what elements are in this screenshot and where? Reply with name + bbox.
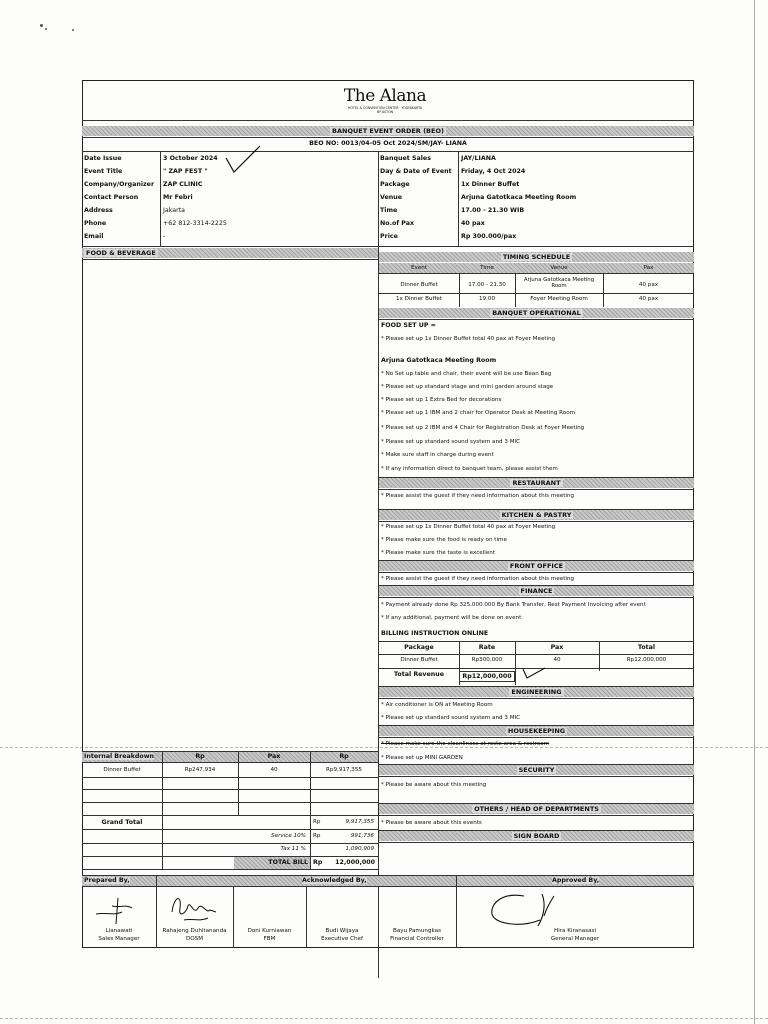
sign-board-title: SIGN BOARD [513,832,560,840]
logo-wordmark: The Alana [343,86,427,106]
beo-header-bar [82,126,694,136]
info-value-email: - [163,233,166,240]
info-value-venue: Arjuna Gatotkaca Meeting Room [461,194,577,201]
signer-title: General Manager [550,936,600,942]
security-bar [379,765,694,775]
timing-row-time: 17.00 - 21.30 [468,282,506,288]
food-beverage-bar [82,248,378,258]
engineering-item: * Please set up standard sound system and 3 MIC [381,715,521,721]
others-title: OTHERS / HEAD OF DEPARTMENTS [474,805,599,813]
room-setup-item: * Please set up 1 IBM and 2 chair for Operator Desk at Meeting Room [381,410,576,416]
info-value-pax: 40 pax [461,220,485,227]
info-label-contact-person: Contact Person [84,194,139,201]
grand-total-value: 9,917,355 [345,819,374,825]
signer-name: Doni Kurniawan [247,928,292,934]
sign-board-bar [379,831,694,841]
timing-table [379,263,694,307]
housekeeping-item: * Please make sure the cleanliness at resto area & restroom [381,741,550,747]
front-office-bar [379,561,694,571]
timing-row-time: 19.00 [478,296,495,302]
total-bill-label: TOTAL BILL [268,859,308,866]
total-revenue-label: Total Revenue [393,671,445,678]
service-charge-currency: Rp [313,833,321,839]
info-value-package: 1x Dinner Buffet [461,181,520,188]
kitchen-pastry-title: KITCHEN & PASTRY [501,511,572,519]
finance-item: * If any additional, payment will be done on event [381,615,522,621]
logo-sub: BY ASTON [376,110,394,114]
breakdown-col-rate: Rp [195,753,205,760]
others-item: * Please be aware about this events [381,820,482,826]
breakdown-col-item: Internal Breakdown [84,753,155,760]
restaurant-item: * Please assist the guest if they need information about this meeting [381,493,575,499]
security-title: SECURITY [518,766,555,774]
signer-title: DOSM [185,936,204,942]
info-value-date-issue: 3 October 2024 [163,155,218,162]
info-label-company: Company/Organizer [84,181,155,188]
restaurant-bar [379,478,694,488]
approved-by-label: Approved By, [552,877,600,884]
restaurant-title: RESTAURANT [512,479,561,487]
info-label-time: Time [380,207,398,214]
info-label-address: Address [84,207,113,214]
food-setup-title: FOOD SET UP = [381,322,436,329]
bottom-scan-line [0,1018,768,1019]
room-setup-item: * Please set up 1 Extra Bed for decorations [381,397,502,403]
event-info-left [82,152,378,246]
billing-row-pax: 40 [553,657,561,663]
billing-col-rate: Rate [478,644,496,651]
front-office-title: FRONT OFFICE [509,562,564,570]
signer-title: Financial Controller [390,936,444,942]
scan-speck [72,29,74,31]
hotel-logo [300,86,470,120]
billing-instruction-title: BILLING INSTRUCTION ONLINE [381,630,489,637]
info-label-date-issue: Date Issue [84,155,122,162]
total-revenue-value: Rp12,000,000 [459,671,515,682]
signer-name: Bayu Pamungkas [392,928,442,934]
info-label-email: Email [84,233,104,240]
breakdown-col-pax: Pax [267,753,281,760]
banquet-operational-title: BANQUET OPERATIONAL [492,309,581,317]
timing-col-time: Time [480,265,494,271]
prepared-by-label: Prepared By, [84,877,130,884]
internal-breakdown-table [82,751,378,871]
timing-schedule-bar [379,252,694,262]
room-setup-item: * Please set up 2 IBM and 4 Chair for Registration Desk at Foyer Meeting [381,425,585,431]
security-item: * Please be aware about this meeting [381,782,487,788]
timing-schedule-title: TIMING SCHEDULE [502,253,571,261]
info-label-event-title: Event Title [84,168,123,175]
signature-lianawati [92,894,144,928]
scan-speck [40,24,43,27]
info-value-event-title: " ZAP FEST " [163,168,208,175]
info-value-banquet-sales: JAY/LIANA [461,155,496,162]
timing-row-event: Dinner Buffet [400,282,438,288]
signer-title: Sales Manager [98,936,140,942]
info-value-address: Jakarta [163,207,186,214]
tax-value: 1,090,909 [345,846,374,852]
housekeeping-bar [379,726,694,736]
signature-header-row [82,876,694,886]
room-setup-item: * Please set up standard sound system and 3 MIC [381,439,521,445]
billing-table [379,641,694,685]
others-bar [379,804,694,814]
breakdown-row-pax: 40 [270,767,278,773]
room-setup-item: * No Set up table and chair, their event will be use Bean Bag [381,371,552,377]
finance-bar [379,586,694,596]
kitchen-item: * Please set up 1x Dinner Buffet total 40 pax at Foyer Meeting [381,524,556,530]
timing-row-venue: Foyer Meeting Room [530,296,588,302]
info-value-company: ZAP CLINIC [163,181,203,188]
room-setup-item: * If any information direct to banquet team, please assist them [381,466,558,472]
checkmark-icon [224,144,264,180]
info-value-time: 17.00 - 21.30 WIB [461,207,525,214]
info-value-phone: +62 812-3314-2225 [163,220,227,227]
info-label-pax: No.of Pax [380,220,415,227]
info-label-banquet-sales: Banquet Sales [380,155,431,162]
finance-title: FINANCE [520,587,553,595]
logo-tagline: HOTEL & CONVENTION CENTER · YOGYAKARTA [347,106,423,110]
engineering-item: * Air conditioner is ON at Meeting Room [381,702,493,708]
info-label-event-date: Day & Date of Event [380,168,452,175]
scan-speck [45,28,47,30]
grand-total-currency: Rp [313,819,321,825]
breakdown-row-item: Dinner Buffet [103,767,141,773]
signer-name: Budi Wijaya [325,928,359,934]
timing-row-venue: Arjuna Gatotkaca Meeting Room [523,277,595,289]
info-label-price: Price [380,233,398,240]
info-label-venue: Venue [380,194,403,201]
billing-col-package: Package [404,644,434,651]
breakdown-row-rate: Rp247,934 [184,767,216,773]
service-charge-value: 991,736 [350,833,374,839]
kitchen-item: * Please make sure the taste is excellent [381,550,496,556]
acknowledged-by-label: Acknowledged By, [302,877,367,884]
timing-row-pax: 40 pax [638,282,659,288]
signer-name: Lianawati [105,928,133,934]
kitchen-pastry-bar [379,510,694,520]
food-setup-item: * Please set up 1x Dinner Buffet total 40 pax at Foyer Meeting [381,336,556,342]
room-setup-item: * Make sure staff in charge during event [381,452,494,458]
grand-total-label: Grand Total [101,819,143,826]
breakdown-col-amount: Rp [339,753,349,760]
info-value-contact-person: Mr Febri [163,194,193,201]
banquet-operational-bar [379,308,694,318]
finance-item: * Payment already done Rp 325.000.000 By Bank Transfer, Rest Payment Invoicing after event [381,602,646,608]
billing-row-rate: Rp300,000 [471,657,503,663]
scan-edge-line [754,0,755,1024]
room-setup-item: * Please set up standard stage and mini garden around stage [381,384,554,390]
checkmark-icon [521,665,547,681]
info-value-price: Rp 300.000/pax [461,233,517,240]
signer-title: FBM [263,936,276,942]
engineering-bar [379,687,694,697]
service-charge-label: Service 10% [271,833,306,839]
billing-col-total: Total [637,644,656,651]
event-info-right [378,152,694,246]
signer-name: Hira Kiranasasi [554,928,596,934]
billing-row-total: Rp12,000,000 [626,657,667,663]
billing-col-pax: Pax [550,644,564,651]
timing-row-event: 1x Dinner Buffet [396,296,442,302]
signature-hira [484,890,574,930]
housekeeping-item: * Please set up MINI GARDEN [381,755,463,761]
front-office-item: * Please assist the guest if they need information about this meeting [381,576,575,582]
total-bill-value: 12,000,000 [335,859,375,866]
room-setup-title: Arjuna Gatotkaca Meeting Room [381,357,497,364]
beo-number: BEO NO: 0013/04-05 Oct 2024/SM/JAY- LIANA [309,140,467,147]
beo-header-title: BANQUET EVENT ORDER (BEO) [332,127,444,135]
billing-row-package: Dinner Buffet [400,657,438,663]
signer-title: Executive Chef [321,936,363,942]
info-label-phone: Phone [84,220,107,227]
kitchen-item: * Please make sure the food is ready on time [381,537,507,543]
timing-col-pax: Pax [643,265,654,271]
info-label-package: Package [380,181,410,188]
signer-name: Rahajeng Duhitananda [162,928,227,934]
total-bill-currency: Rp [313,859,323,866]
tax-label: Tax 11 % [280,846,306,852]
timing-row-pax: 40 pax [638,296,659,302]
housekeeping-title: HOUSEKEEPING [507,727,566,735]
engineering-title: ENGINEERING [511,688,562,696]
info-value-event-date: Friday, 4 Oct 2024 [461,168,526,175]
timing-col-event: Event [410,265,428,271]
food-beverage-title: FOOD & BEVERAGE [86,249,156,257]
timing-col-venue: Venue [550,265,568,271]
signature-rahajeng [166,890,222,926]
breakdown-row-amount: Rp9,917,355 [326,767,362,773]
